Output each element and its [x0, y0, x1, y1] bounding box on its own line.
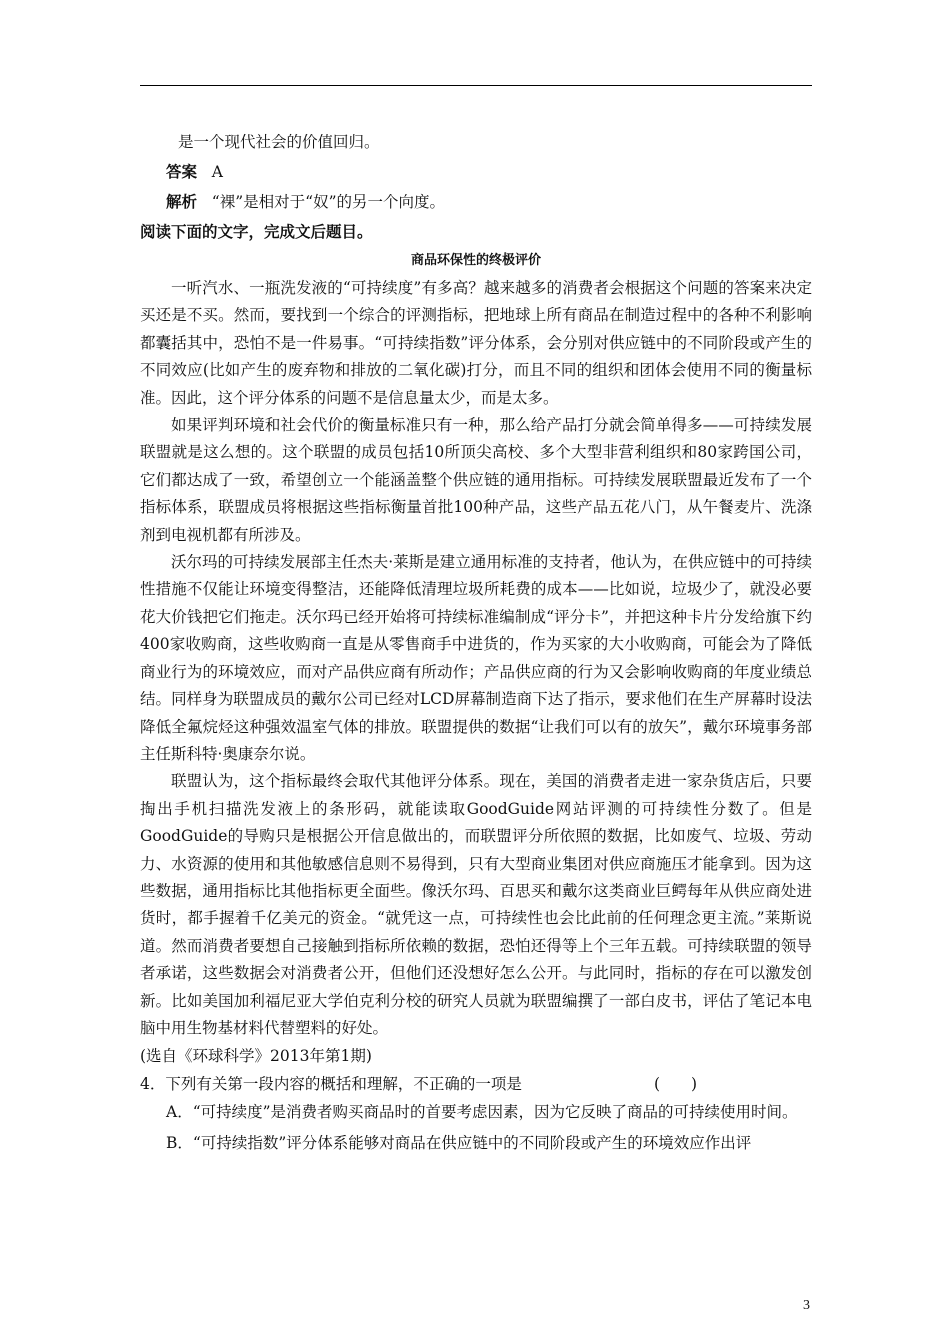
article-paragraph-4: 联盟认为，这个指标最终会取代其他评分体系。现在，美国的消费者走进一家杂货店后，只要掏出手机扫描洗发液上的条形码，就能读取GoodGuide网站评测的可持续性分数了。但是GoodGuide的导购只是根据公开信息做出的，而联盟评分所依照的数据，比如废气、垃圾、劳动力、水资源的使用和其他敏感信息则不易得到，只有大型商业集团对供应商施压才能拿到。因为这些数据，通用指标比其他指标更全面些。像沃尔玛、百思买和戴尔这类商业巨鳄每年从供应商处进货时，都手握着千亿美元的资金。“就凭这一点，可持续性也会比此前的任何理念更主流。”莱斯说道。然而消费者要想自己接触到指标所依赖的数据，恐怕还得等上个三年五载。可持续联盟的领导者承诺，这些数据会对消费者公开，但他们还没想好怎么公开。与此同时，指标的存在可以激发创新。比如美国加利福尼亚大学伯克利分校的研究人员就为联盟编撰了一部白皮书，评估了笔记本电脑中用生物基材料代替塑料的好处。: [140, 772, 812, 1037]
answer-paren: ( ): [654, 1075, 698, 1094]
article-paragraph-2: 如果评判环境和社会代价的衡量标准只有一种，那么给产品打分就会简单得多——可持续发展联盟就是这么想的。这个联盟的成员包括10所顶尖高校、多个大型非营利组织和80家跨国公司，它们都达成了一致，希望创立一个能涵盖整个供应链的通用指标。可持续发展联盟最近发布了一个指标体系，联盟成员将根据这些指标衡量首批100种产品，这些产品五花八门，从午餐麦片、洗涤剂到电视机都有所涉及。: [140, 416, 812, 544]
option-a: A．“可持续度”是消费者购买商品时的首要考虑因素，因为它反映了商品的可持续使用时间。: [166, 1103, 798, 1122]
page-content: [140, 127, 812, 1158]
article-source: (选自《环球科学》2013年第1期): [140, 1047, 372, 1066]
analysis-label: 解析: [166, 192, 198, 211]
article-title: 商品环保性的终极评价: [410, 253, 541, 268]
header-rule: [140, 85, 812, 86]
reading-instruction: 阅读下面的文字，完成文后题目。: [140, 222, 373, 241]
page-number: 3: [803, 1298, 810, 1313]
question-stem: [140, 1070, 812, 1098]
option-b: B．“可持续指数”评分体系能够对商品在供应链中的不同阶段或产生的环境效应作出评: [166, 1134, 752, 1153]
article-paragraph-3: 沃尔玛的可持续发展部主任杰夫·莱斯是建立通用标准的支持者，他认为，在供应链中的可持续性措施不仅能让环境变得整洁，还能降低清理垃圾所耗费的成本——比如说，垃圾少了，就没必要花大价钱把它们拖走。沃尔玛已经开始将可持续标准编制成“评分卡”，并把这种卡片分发给旗下约400家收购商，这些收购商一直是从零售商手中进货的，作为买家的大小收购商，可能会为了降低商业行为的环境效应，而对产品供应商有所动作；产品供应商的行为又会影响收购商的年度业绩总结。同样身为联盟成员的戴尔公司已经对LCD屏幕制造商下达了指示，要求他们在生产屏幕时设法降低全氟烷烃这种强效温室气体的排放。联盟提供的数据“让我们可以有的放矢”，戴尔环境事务部主任斯科特·奥康奈尔说。: [140, 553, 812, 763]
article-paragraph-1: 一听汽水、一瓶洗发液的“可持续度”有多高？越来越多的消费者会根据这个问题的答案来决定买还是不买。然而，要找到一个综合的评测指标，把地球上所有商品在制造过程中的各种不利影响都囊括其中，恐怕不是一件易事。“可持续指数”评分体系，会分别对供应链中的不同阶段或产生的不同效应(比如产生的废弃物和排放的二氧化碳)打分，而且不同的组织和团体会使用不同的衡量标准。因此，这个评分体系的问题不是信息量太少，而是太多。: [140, 279, 812, 407]
answer-value: A: [211, 163, 223, 181]
answer-line: [140, 157, 812, 187]
question-text: 4．下列有关第一段内容的概括和理解，不正确的一项是: [140, 1075, 522, 1094]
answer-label: 答案: [166, 162, 198, 181]
analysis-line: [140, 187, 812, 217]
prev-answer-tail: 是一个现代社会的价值回归。: [178, 133, 380, 151]
analysis-text: “裸”是相对于“奴”的另一个向度。: [211, 193, 445, 211]
